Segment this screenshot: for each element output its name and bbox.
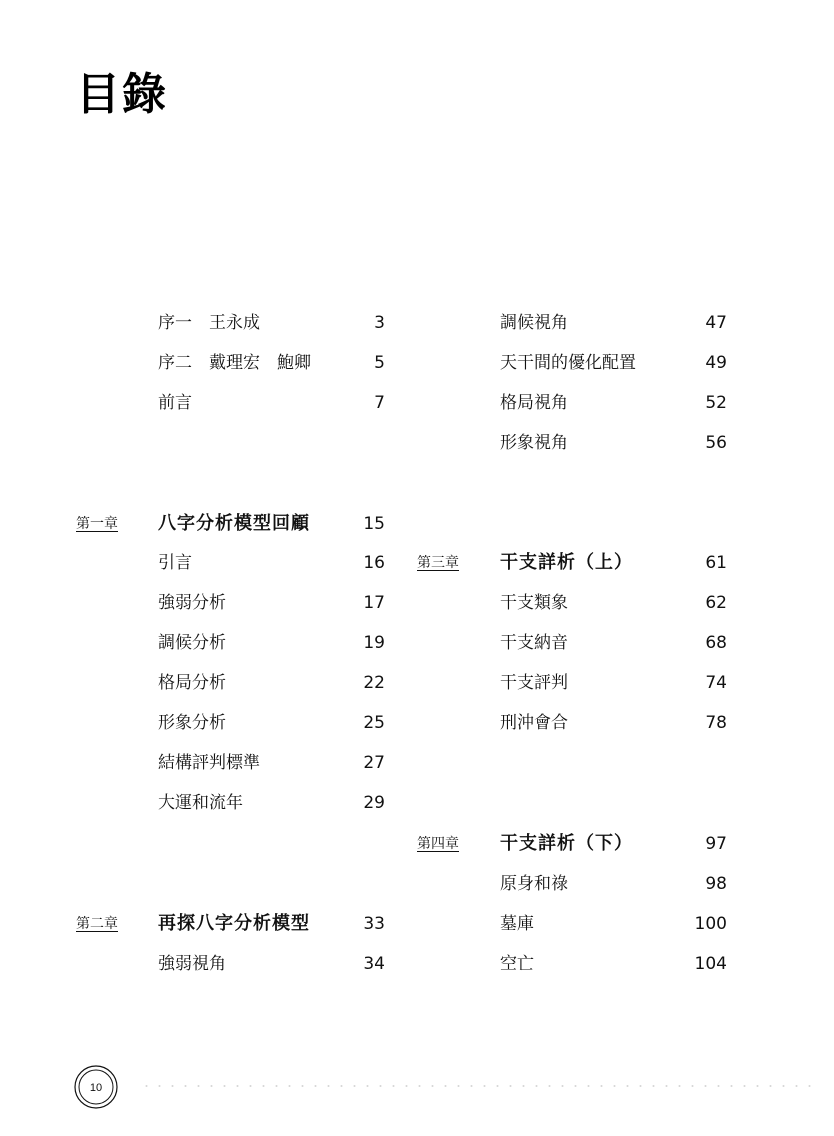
toc-entry[interactable] — [158, 791, 385, 815]
toc-entry[interactable] — [158, 711, 385, 735]
toc-entry-label: 原身和祿 — [500, 874, 568, 894]
toc-entry-label: 結構評判標準 — [158, 753, 260, 773]
chapter-1-heading[interactable] — [158, 512, 385, 536]
chapter-4-page: 97 — [705, 834, 727, 854]
toc-entry-page: 27 — [363, 753, 385, 773]
toc-entry[interactable] — [500, 952, 727, 976]
toc-entry[interactable] — [500, 711, 727, 735]
toc-entry-label: 強弱視角 — [158, 954, 226, 974]
toc-entry[interactable] — [158, 551, 385, 575]
toc-entry[interactable] — [500, 431, 727, 455]
toc-entry-page: 16 — [363, 553, 385, 573]
toc-entry-label: 調候分析 — [158, 633, 226, 653]
chapter-3-page: 61 — [705, 553, 727, 573]
toc-entry[interactable] — [500, 351, 727, 375]
toc-entry-label: 格局分析 — [158, 673, 226, 693]
chapter-2-title: 再探八字分析模型 — [158, 913, 310, 934]
toc-entry-label: 干支評判 — [500, 673, 568, 693]
chapter-3-label: 第三章 — [417, 555, 459, 571]
toc-entry-label: 干支類象 — [500, 593, 568, 613]
toc-entry-page: 7 — [374, 393, 385, 413]
toc-entry[interactable] — [158, 591, 385, 615]
toc-entry-page: 25 — [363, 713, 385, 733]
toc-entry[interactable] — [158, 751, 385, 775]
toc-entry[interactable] — [158, 311, 385, 335]
toc-entry[interactable] — [500, 311, 727, 335]
toc-entry-label: 引言 — [158, 553, 192, 573]
toc-entry-label: 大運和流年 — [158, 793, 243, 813]
toc-entry[interactable] — [500, 872, 727, 896]
chapter-4-heading[interactable] — [500, 832, 727, 856]
toc-entry-page: 19 — [363, 633, 385, 653]
toc-entry[interactable] — [158, 391, 385, 415]
toc-entry-label: 刑沖會合 — [500, 713, 568, 733]
toc-entry-page: 98 — [705, 874, 727, 894]
chapter-3-title: 干支詳析（上） — [500, 552, 633, 573]
chapter-1-page: 15 — [363, 514, 385, 534]
toc-entry[interactable] — [158, 351, 385, 375]
chapter-4-label: 第四章 — [417, 836, 459, 852]
page-number-badge — [74, 1065, 118, 1109]
toc-entry-page: 62 — [705, 593, 727, 613]
chapter-1-label: 第一章 — [76, 516, 118, 532]
toc-entry[interactable] — [158, 631, 385, 655]
page-title: 目錄 — [76, 69, 168, 120]
chapter-4-title: 干支詳析（下） — [500, 833, 633, 854]
toc-entry[interactable] — [158, 671, 385, 695]
toc-entry-label: 空亡 — [500, 954, 534, 974]
toc-entry-label: 前言 — [158, 393, 192, 413]
toc-entry-page: 22 — [363, 673, 385, 693]
chapter-2-page: 33 — [363, 914, 385, 934]
toc-entry[interactable] — [500, 391, 727, 415]
chapter-1-title: 八字分析模型回顧 — [158, 513, 310, 534]
toc-entry-label: 調候視角 — [500, 313, 568, 333]
toc-entry[interactable] — [500, 912, 727, 936]
toc-entry-page: 17 — [363, 593, 385, 613]
toc-entry-label: 格局視角 — [500, 393, 568, 413]
footer-dotted-rule — [140, 1085, 820, 1087]
toc-entry-page: 47 — [705, 313, 727, 333]
toc-entry-label: 形象分析 — [158, 713, 226, 733]
chapter-2-heading[interactable] — [158, 912, 385, 936]
toc-entry-label: 墓庫 — [500, 914, 534, 934]
toc-entry-page: 74 — [705, 673, 727, 693]
toc-entry-page: 34 — [363, 954, 385, 974]
toc-entry-page: 3 — [374, 313, 385, 333]
toc-entry[interactable] — [158, 952, 385, 976]
chapter-3-heading[interactable] — [500, 551, 727, 575]
toc-entry-label: 序一 王永成 — [158, 313, 260, 333]
toc-entry-label: 強弱分析 — [158, 593, 226, 613]
toc-entry[interactable] — [500, 631, 727, 655]
toc-entry-page: 104 — [694, 954, 727, 974]
toc-entry-page: 29 — [363, 793, 385, 813]
toc-entry-label: 天干間的優化配置 — [500, 353, 636, 373]
toc-entry-page: 52 — [705, 393, 727, 413]
toc-entry[interactable] — [500, 671, 727, 695]
toc-entry-page: 49 — [705, 353, 727, 373]
toc-entry-page: 100 — [694, 914, 727, 934]
toc-entry-page: 5 — [374, 353, 385, 373]
chapter-2-label: 第二章 — [76, 916, 118, 932]
page-number: 10 — [89, 1082, 103, 1094]
toc-entry-page: 56 — [705, 433, 727, 453]
toc-entry-page: 78 — [705, 713, 727, 733]
toc-entry[interactable] — [500, 591, 727, 615]
toc-entry-page: 68 — [705, 633, 727, 653]
toc-entry-label: 干支納音 — [500, 633, 568, 653]
toc-entry-label: 序二 戴理宏 鮑卿 — [158, 353, 311, 373]
toc-entry-label: 形象視角 — [500, 433, 568, 453]
